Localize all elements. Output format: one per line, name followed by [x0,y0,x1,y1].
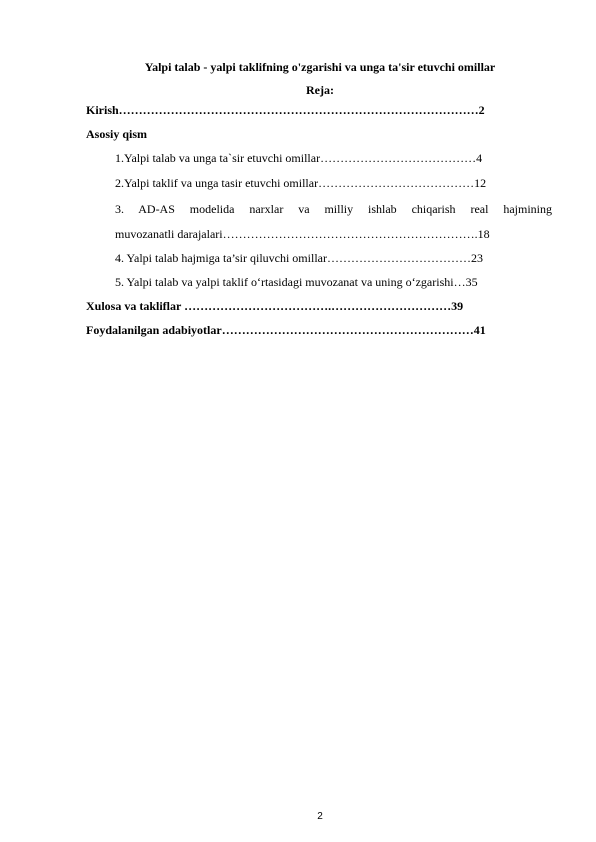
toc-entry-references: Foydalanilgan adabiyotlar………………………………………………………41 [86,323,486,337]
toc-entry-conclusion: Xulosa va takliflar ……………………………….…………………………39 [86,299,464,313]
toc-entry-intro: Kirish………………………………………………………………………………2 [86,103,485,117]
toc-entry-4: 4. Yalpi talab hajmiga ta’sir qiluvchi omillar………………………………23 [115,251,483,265]
document-title: Yalpi talab - yalpi taklifning o'zgarishi va unga ta'sir etuvchi omillar [144,60,496,74]
toc-entry-1: 1.Yalpi talab va unga ta`sir etuvchi omillar…………………………………4 [115,151,483,165]
toc-entry-5: 5. Yalpi talab va yalpi taklif o‘rtasidagi muvozanat va uning o‘zgarishi…35 [115,275,478,289]
plan-heading: Reja: [306,83,334,97]
toc-entry-3-line-1: 3. AD-AS modelida narxlar va milliy ishlab chiqarish real hajmining [115,202,552,216]
toc-heading-main: Asosiy qism [86,127,148,141]
page-number: 2 [317,811,323,822]
toc-entry-3-line-2: muvozanatli darajalari……………………………………………………….18 [115,227,490,241]
toc-entry-2: 2.Yalpi taklif va unga tasir etuvchi omillar…………………………………12 [115,176,487,190]
